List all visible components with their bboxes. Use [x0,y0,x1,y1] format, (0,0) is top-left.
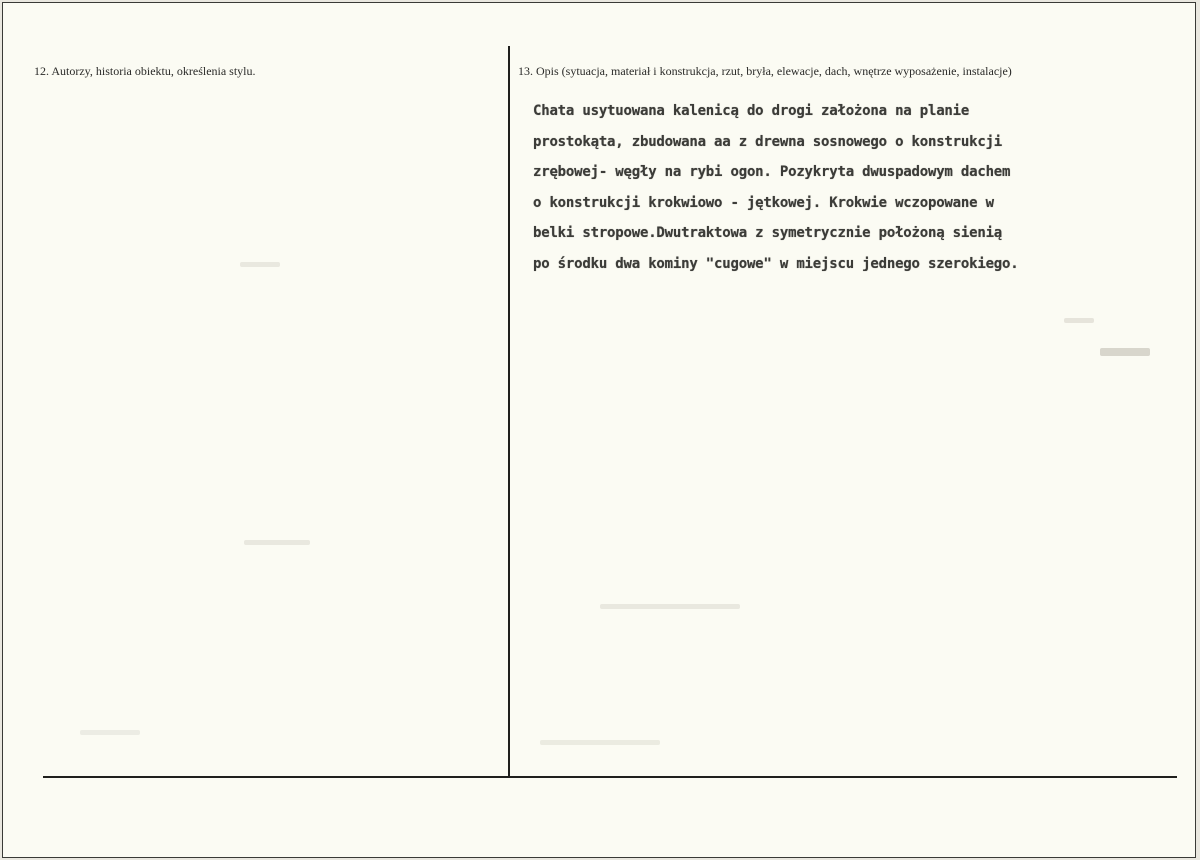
bottom-rule [43,776,1177,778]
paper-speck [80,730,140,735]
paper-speck [1100,348,1150,356]
description-line: o konstrukcji krokwiowo - jętkowej. Krokwie wczopowane w [533,194,994,211]
description-line: prostokąta, zbudowana aa z drewna sosnowego o konstrukcji [533,133,1003,150]
description-line: Chata usytuowana kalenicą do drogi założona na planie [533,103,970,119]
paper-speck [240,262,280,267]
field-13-label: 13. Opis (sytuacja, materiał i konstrukcja, rzut, bryła, elewacje, dach, wnętrze wyposażenie, instalacje) [518,64,1012,78]
description-line: zrębowej- węgły na rybi ogon. Pozykryta dwuspadowym dachem [533,164,1011,181]
paper-speck [600,604,740,609]
typed-description [533,96,1173,280]
description-line: belki stropowe.Dwutraktowa z symetrycznie położoną sienią [533,225,1003,242]
paper-speck [244,540,310,545]
paper-speck [1064,318,1094,323]
field-12-label: 12. Autorzy, historia obiektu, określenia stylu. [34,64,256,78]
description-line: po środku dwa kominy "cugowe" w miejscu jednego szerokiego. [533,255,1019,272]
column-divider [508,46,510,778]
paper-speck [540,740,660,745]
